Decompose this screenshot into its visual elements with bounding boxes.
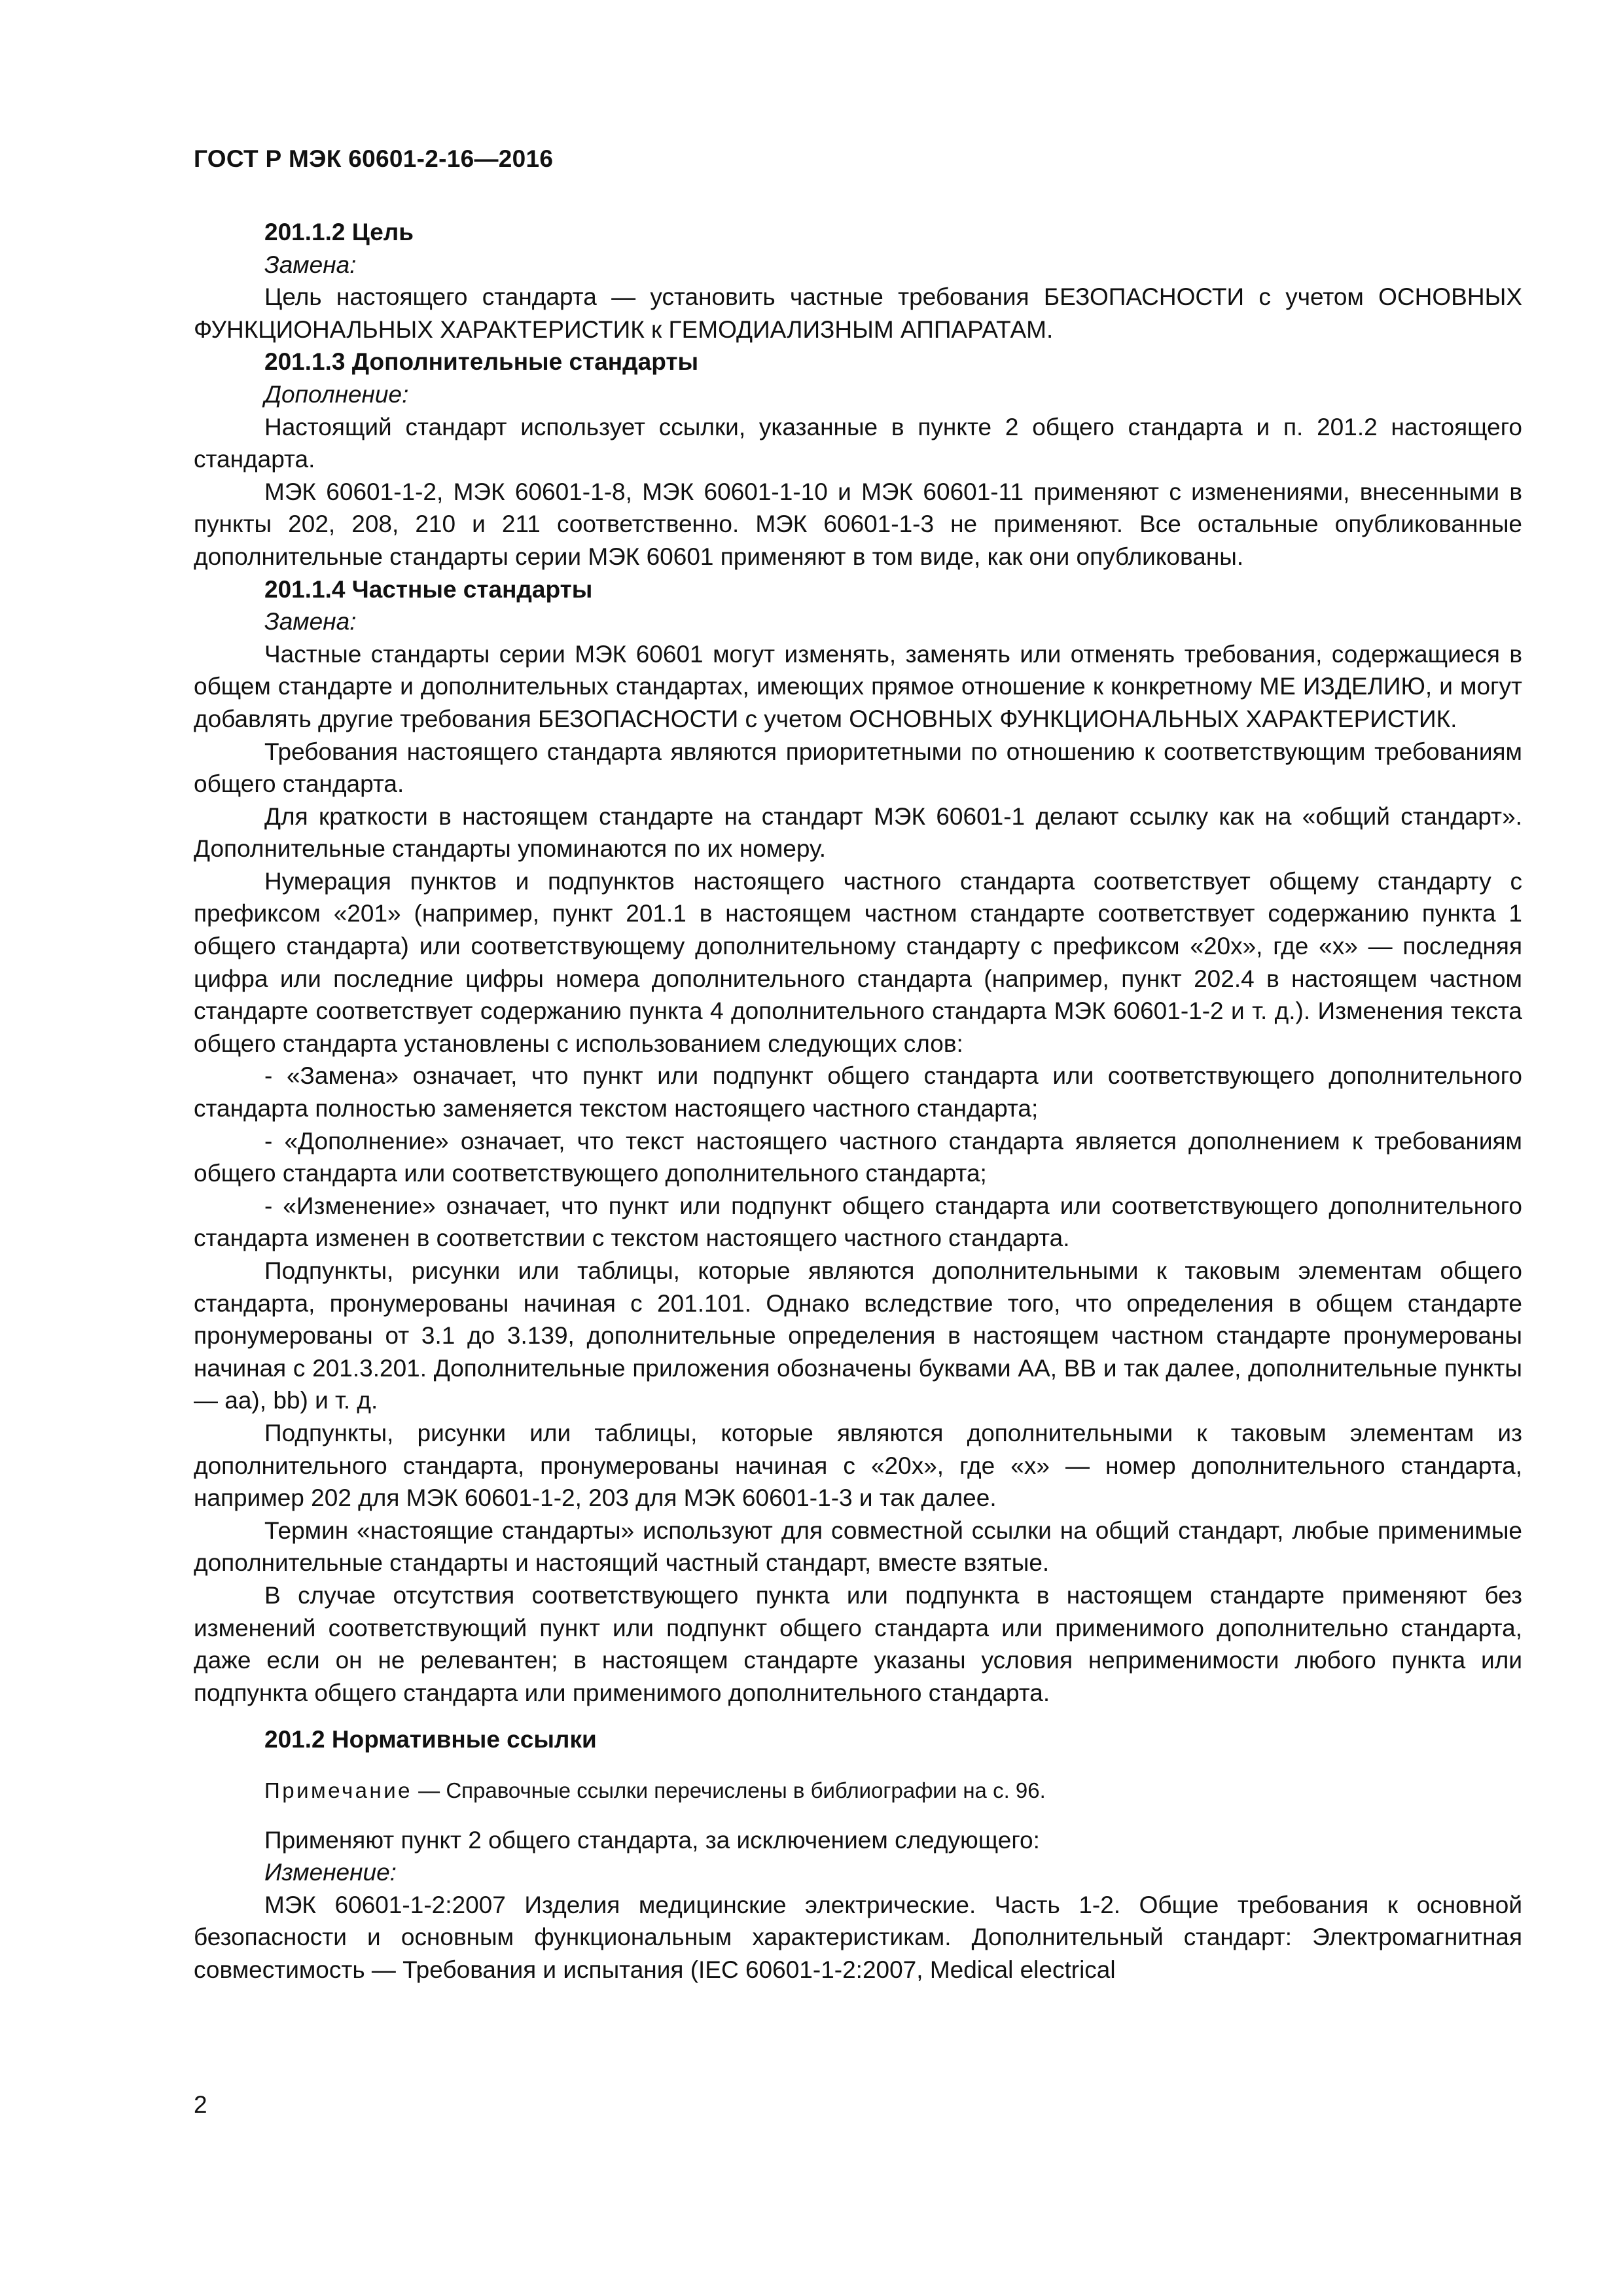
note-label: Примечание (264, 1778, 413, 1803)
page-number: 2 (194, 2091, 207, 2118)
paragraph: МЭК 60601-1-2:2007 Изделия медицинские электрические. Часть 1-2. Общие требования к основной безопасности и основным функциональным характеристикам. Дополнительный стандарт: Электромагнитная совместимость — Требования и испытания (IEC 60601-1-2:2007, Medical electrical (194, 1891, 1522, 1983)
section-heading: 201.1.2 Цель (264, 219, 414, 245)
document-header: ГОСТ Р МЭК 60601-2-16—2016 (194, 145, 554, 172)
paragraph: Применяют пункт 2 общего стандарта, за исключением следующего: (264, 1826, 1040, 1854)
section-heading: 201.1.3 Дополнительные стандарты (264, 348, 699, 376)
paragraph: Частные стандарты серии МЭК 60601 могут изменять, заменять или отменять требования, содержащиеся в общем стандарте и дополнительных стандартах, имеющих прямое отношение к конкретному МЕ ИЗДЕЛИЮ, и могут добавлять другие требования БЕЗОПАСНОСТИ с учетом ОСНОВНЫХ ФУНКЦИОНАЛЬНЫХ ХАРАКТЕРИСТИК. (194, 640, 1522, 732)
paragraph: Цель настоящего стандарта — установить частные требования БЕЗОПАСНОСТИ с учетом ОСНОВНЫХ ФУНКЦИОНАЛЬНЫХ ХАРАКТЕРИСТИК к ГЕМОДИАЛИЗНЫМ АППАРАТАМ. (194, 283, 1522, 343)
note-text: — Справочные ссылки перечислены в библиографии на с. 96. (412, 1778, 1046, 1803)
amendment-label: Замена: (264, 251, 357, 278)
section-heading: 201.1.4 Частные стандарты (264, 575, 593, 603)
amendment-label: Замена: (264, 608, 357, 636)
paragraph: Подпункты, рисунки или таблицы, которые являются дополнительными к таковым элементам из дополнительного стандарта, пронумерованы начиная с «20х», где «х» — номер дополнительного стандарта, например 202 для МЭК 60601-1-2, 203 для МЭК 60601-1-3 и так далее. (194, 1419, 1522, 1512)
paragraph: Для краткости в настоящем стандарте на стандарт МЭК 60601-1 делают ссылку как на «общий стандарт». Дополнительные стандарты упоминаются по их номеру. (194, 802, 1522, 863)
paragraph: - «Замена» означает, что пункт или подпункт общего стандарта или соответствующего дополнительного стандарта полностью заменяется текстом настоящего частного стандарта; (194, 1062, 1522, 1122)
paragraph: МЭК 60601-1-2, МЭК 60601-1-8, МЭК 60601-1-10 и МЭК 60601-11 применяют с изменениями, внесенными в пункты 202, 208, 210 и 211 соответственно. МЭК 60601-1-3 не применяют. Все остальные опубликованные дополнительные стандарты серии МЭК 60601 применяют в том виде, как они опубликованы. (194, 478, 1522, 570)
paragraph: В случае отсутствия соответствующего пункта или подпункта в настоящем стандарте применяют без изменений соответствующий пункт или подпункт общего стандарта или применимого дополнительно стандарта, даже если он не релевантен; в настоящем стандарте указаны условия неприменимости любого пункта или подпункта общего стандарта или применимого дополнительного стандарта. (194, 1581, 1522, 1706)
paragraph: - «Изменение» означает, что пункт или подпункт общего стандарта или соответствующего дополнительного стандарта изменен в соответствии с текстом настоящего частного стандарта. (194, 1192, 1522, 1252)
paragraph: Требования настоящего стандарта являются приоритетными по отношению к соответствующим требованиям общего стандарта. (194, 738, 1522, 798)
amendment-label: Изменение: (264, 1859, 397, 1886)
amendment-label: Дополнение: (264, 380, 409, 408)
paragraph: - «Дополнение» означает, что текст настоящего частного стандарта является дополнением к требованиям общего стандарта или соответствующего дополнительного стандарта; (194, 1127, 1522, 1187)
document-body (194, 216, 1522, 1986)
paragraph: Подпункты, рисунки или таблицы, которые являются дополнительными к таковым элементам общего стандарта, пронумерованы начиная с 201.101. Однако вследствие того, что определения в общем стандарте пронумерованы от 3.1 до 3.139, дополнительные определения в настоящем частном стандарте пронумерованы начиная с 201.3.201. Дополнительные приложения обозначены буквами АА, ВВ и так далее, дополнительные пункты — аа), bb) и т. д. (194, 1257, 1522, 1414)
paragraph: Нумерация пунктов и подпунктов настоящего частного стандарта соответствует общему стандарту с префиксом «201» (например, пункт 201.1 в настоящем частном стандарте соответствует содержанию пункта 1 общего стандарта) или соответствующему дополнительному стандарту с префиксом «20х», где «х» — последняя цифра или последние цифры номера дополнительного стандарта (например, пункт 202.4 в настоящем частном стандарте соответствует содержанию пункта 4 дополнительного стандарта МЭК 60601-1-2 и т. д.). Изменения текста общего стандарта установлены с использованием следующих слов: (194, 867, 1522, 1057)
paragraph: Термин «настоящие стандарты» используют для совместной ссылки на общий стандарт, любые применимые дополнительные стандарты и настоящий частный стандарт, вместе взятые. (194, 1516, 1522, 1577)
note (194, 1774, 1522, 1807)
section-heading: 201.2 Нормативные ссылки (264, 1726, 597, 1753)
paragraph: Настоящий стандарт использует ссылки, указанные в пункте 2 общего стандарта и п. 201.2 настоящего стандарта. (194, 413, 1522, 473)
